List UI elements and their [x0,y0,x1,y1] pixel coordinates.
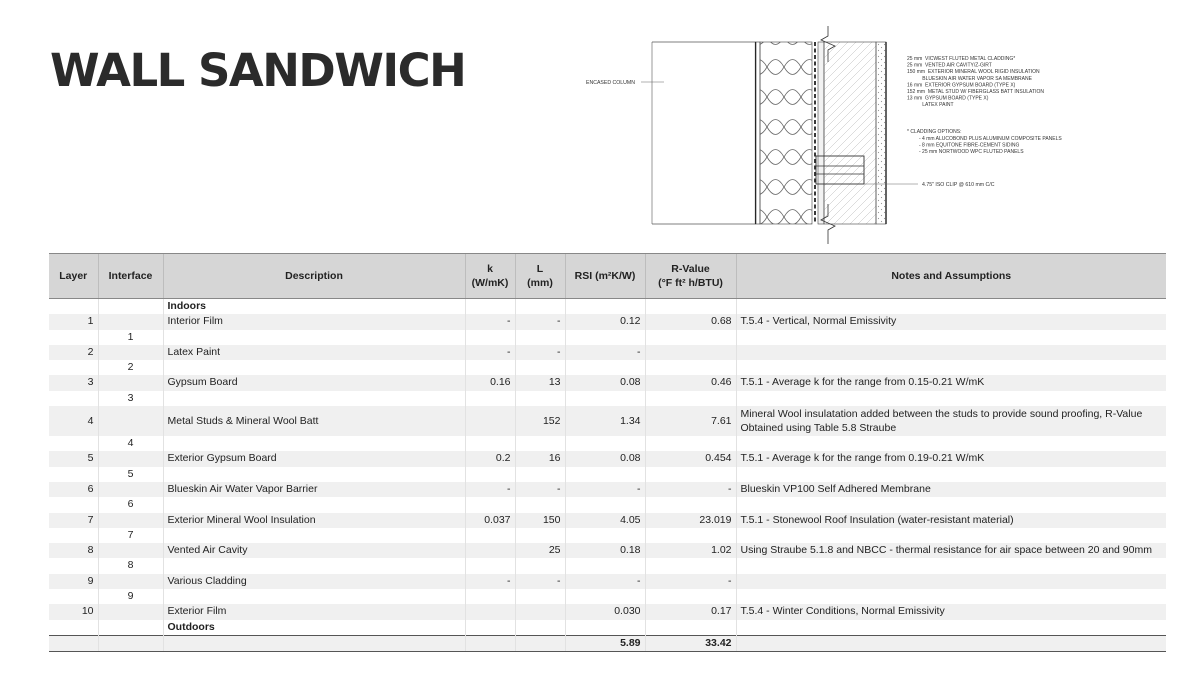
interface-cell: 4 [98,436,163,451]
description-cell [163,528,465,543]
description-cell [163,436,465,451]
table-row [49,558,1166,573]
description-cell: Various Cladding [163,574,465,589]
layer-note: 25 mm VENTED AIR CAVITY/Z-GIRT [907,62,992,69]
length-cell: 150 [515,513,565,528]
header-notes: Notes and Assumptions [736,254,1166,299]
rsi-cell: 0.08 [565,375,645,390]
table-header [49,254,1166,299]
notes-cell: Mineral Wool insulatation added between the studs to provide sound proofing, R-Value Obtained using Table 5.8 Straube [736,406,1166,436]
interface-cell: 5 [98,467,163,482]
notes-cell [736,330,1166,345]
layer-cell [49,330,98,345]
table-row [49,467,1166,482]
layer-cell [49,360,98,375]
description-cell: Latex Paint [163,345,465,360]
cladding-option: - 8 mm EQUITONE FIBRE-CEMENT SIDING [919,142,1020,149]
r-value-cell [645,360,736,375]
k-cell [465,406,515,436]
rsi-cell [565,360,645,375]
table-row [49,543,1166,558]
r-value-cell [645,467,736,482]
notes-cell: T.5.1 - Stonewool Roof Insulation (water-resistant material) [736,513,1166,528]
length-cell [515,497,565,512]
length-cell [515,299,565,315]
layer-note: LATEX PAINT [907,102,954,109]
layer-cell [49,436,98,451]
layer-cell: 7 [49,513,98,528]
k-cell [465,620,515,636]
table-row [49,360,1166,375]
interface-cell [98,406,163,436]
rsi-cell: 0.08 [565,451,645,466]
length-cell [515,604,565,619]
interface-cell [98,543,163,558]
rsi-cell: - [565,574,645,589]
r-value-cell [645,299,736,315]
k-cell [465,543,515,558]
layer-cell: 9 [49,574,98,589]
length-cell [515,330,565,345]
length-cell [515,528,565,543]
length-cell: 16 [515,451,565,466]
r-value-cell: 0.46 [645,375,736,390]
clip-label: 4.75" ISO CLIP @ 610 mm C/C [922,182,995,188]
total-empty-cell [163,635,465,651]
k-cell: 0.037 [465,513,515,528]
r-value-cell [645,330,736,345]
r-value-cell [645,497,736,512]
k-cell: 0.16 [465,375,515,390]
layer-cell: 10 [49,604,98,619]
r-value-cell [645,345,736,360]
r-value-cell: 0.68 [645,314,736,329]
totals-row [49,635,1166,651]
layer-cell [49,589,98,604]
length-cell: 152 [515,406,565,436]
table-row [49,620,1166,636]
description-cell [163,360,465,375]
layer-note: BLUESKIN AIR WATER VAPOR SA MEMBRANE [907,75,1032,82]
interface-cell: 2 [98,360,163,375]
layer-cell: 4 [49,406,98,436]
k-cell [465,528,515,543]
r-value-cell [645,589,736,604]
total-empty-cell [465,635,515,651]
description-cell: Blueskin Air Water Vapor Barrier [163,482,465,497]
interface-cell: 6 [98,497,163,512]
k-cell: - [465,482,515,497]
layer-note: 25 mm VICWEST FLUTED METAL CLADDING* [907,56,1016,62]
rsi-cell [565,299,645,315]
layer-note: 150 mm EXTERIOR MINERAL WOOL RIGID INSULATION [907,69,1040,76]
notes-cell [736,574,1166,589]
length-cell: - [515,345,565,360]
k-cell [465,360,515,375]
interface-cell: 8 [98,558,163,573]
description-cell: Metal Studs & Mineral Wool Batt [163,406,465,436]
length-cell [515,436,565,451]
r-value-cell: 1.02 [645,543,736,558]
k-cell: - [465,314,515,329]
description-cell: Exterior Film [163,604,465,619]
table-row [49,528,1166,543]
notes-cell: Using Straube 5.1.8 and NBCC - thermal resistance for air space between 20 and 90mm [736,543,1166,558]
length-cell: - [515,574,565,589]
cladding-notes [907,129,1062,155]
notes-cell: T.5.1 - Average k for the range from 0.15-0.21 W/mK [736,375,1166,390]
total-rsi: 5.89 [565,635,645,651]
k-cell [465,497,515,512]
r-value-cell: - [645,482,736,497]
length-cell [515,558,565,573]
length-cell: 13 [515,375,565,390]
k-cell: - [465,345,515,360]
header-description: Description [163,254,465,299]
length-cell: - [515,314,565,329]
layer-cell [49,497,98,512]
rsi-cell [565,467,645,482]
notes-cell [736,436,1166,451]
rsi-cell: 0.12 [565,314,645,329]
length-cell [515,620,565,636]
layer-cell: 6 [49,482,98,497]
table-row [49,391,1166,406]
notes-cell: Blueskin VP100 Self Adhered Membrane [736,482,1166,497]
cladding-options-title: * CLADDING OPTIONS: [907,129,962,135]
rsi-cell: - [565,345,645,360]
r-value-cell [645,620,736,636]
interface-cell [98,574,163,589]
layer-note: 16 mm EXTERIOR GYPSUM BOARD (TYPE X) [907,82,1016,89]
wall-section-detail [580,22,1100,248]
rsi-cell: 0.030 [565,604,645,619]
description-cell: Interior Film [163,314,465,329]
description-cell: Outdoors [163,620,465,636]
layer-cell [49,467,98,482]
table-row [49,406,1166,436]
k-cell [465,467,515,482]
notes-cell: T.5.4 - Winter Conditions, Normal Emissivity [736,604,1166,619]
description-cell: Exterior Gypsum Board [163,451,465,466]
interface-cell [98,451,163,466]
rsi-cell [565,620,645,636]
rsi-cell: 1.34 [565,406,645,436]
length-cell: 25 [515,543,565,558]
k-cell [465,604,515,619]
interface-cell: 9 [98,589,163,604]
interface-cell [98,345,163,360]
r-value-cell [645,436,736,451]
description-cell [163,558,465,573]
thermal-resistance-table [49,253,1166,652]
k-cell [465,436,515,451]
layer-cell: 1 [49,314,98,329]
notes-cell [736,497,1166,512]
description-cell: Vented Air Cavity [163,543,465,558]
r-value-cell: 23.019 [645,513,736,528]
cladding-option: - 25 mm NORTWOOD WPC FLUTED PANELS [919,149,1024,156]
rsi-cell [565,558,645,573]
notes-cell [736,360,1166,375]
header-l: L (mm) [515,254,565,299]
header-k: k (W/mK) [465,254,515,299]
notes-cell [736,620,1166,636]
rsi-cell: 4.05 [565,513,645,528]
header-layer: Layer [49,254,98,299]
description-cell: Exterior Mineral Wool Insulation [163,513,465,528]
length-cell [515,360,565,375]
total-r-value: 33.42 [645,635,736,651]
interface-cell [98,482,163,497]
table-row [49,436,1166,451]
total-empty-cell [736,635,1166,651]
layer-cell [49,558,98,573]
rsi-cell [565,391,645,406]
rsi-cell [565,528,645,543]
k-cell [465,589,515,604]
notes-cell [736,299,1166,315]
description-cell [163,589,465,604]
length-cell [515,467,565,482]
table-row [49,604,1166,619]
layer-cell [49,528,98,543]
k-cell [465,330,515,345]
layer-cell [49,620,98,636]
header-rsi: RSI (m²K/W) [565,254,645,299]
notes-cell [736,391,1166,406]
length-cell: - [515,482,565,497]
interface-cell: 7 [98,528,163,543]
r-value-cell: 7.61 [645,406,736,436]
interface-cell [98,513,163,528]
slide-title: WALL SANDWICH [50,44,466,97]
table-row [49,451,1166,466]
rsi-cell: - [565,482,645,497]
description-cell [163,391,465,406]
layer-cell: 3 [49,375,98,390]
table-row [49,574,1166,589]
interface-cell [98,375,163,390]
layer-cell [49,391,98,406]
description-cell [163,497,465,512]
notes-cell [736,589,1166,604]
k-cell: 0.2 [465,451,515,466]
rsi-cell: 0.18 [565,543,645,558]
total-empty-cell [98,635,163,651]
table-row [49,299,1166,315]
r-value-cell: 0.17 [645,604,736,619]
total-empty-cell [515,635,565,651]
k-cell [465,558,515,573]
interface-cell [98,620,163,636]
layer-note: 152 mm METAL STUD W/ FIBERGLASS BATT INSULATION [907,89,1044,95]
header-interface: Interface [98,254,163,299]
interface-cell [98,604,163,619]
notes-cell [736,345,1166,360]
layer-cell: 8 [49,543,98,558]
table-row [49,513,1166,528]
table-row [49,482,1166,497]
layer-note: 13 mm GYPSUM BOARD (TYPE X) [907,95,989,102]
length-cell [515,589,565,604]
description-cell: Gypsum Board [163,375,465,390]
r-value-cell: - [645,574,736,589]
table-row [49,375,1166,390]
layer-cell: 5 [49,451,98,466]
description-cell [163,467,465,482]
k-cell: - [465,574,515,589]
table-row [49,345,1166,360]
layer-cell: 2 [49,345,98,360]
table-row [49,497,1166,512]
k-cell [465,391,515,406]
table-row [49,589,1166,604]
notes-cell [736,528,1166,543]
r-value-cell [645,391,736,406]
rsi-cell [565,330,645,345]
table-row [49,314,1166,329]
length-cell [515,391,565,406]
column-label: ENCASED COLUMN [586,80,636,86]
encased-column [641,42,756,224]
header-r-value: R-Value (°F ft² h/BTU) [645,254,736,299]
notes-cell: T.5.4 - Vertical, Normal Emissivity [736,314,1166,329]
cladding-option: - 4 mm ALUCOBOND PLUS ALUMINUM COMPOSITE PANELS [919,136,1062,142]
layer-notes [907,56,1044,108]
notes-cell [736,467,1166,482]
description-cell: Indoors [163,299,465,315]
rsi-cell [565,436,645,451]
r-value-cell [645,558,736,573]
layer-cell [49,299,98,315]
total-empty-cell [49,635,98,651]
rsi-cell [565,497,645,512]
r-value-cell [645,528,736,543]
interface-cell [98,299,163,315]
rsi-cell [565,589,645,604]
interface-cell: 1 [98,330,163,345]
notes-cell [736,558,1166,573]
notes-cell: T.5.1 - Average k for the range from 0.19-0.21 W/mK [736,451,1166,466]
wall-assembly [756,26,886,244]
r-value-cell: 0.454 [645,451,736,466]
description-cell [163,330,465,345]
interface-cell [98,314,163,329]
k-cell [465,299,515,315]
interface-cell: 3 [98,391,163,406]
table-row [49,330,1166,345]
